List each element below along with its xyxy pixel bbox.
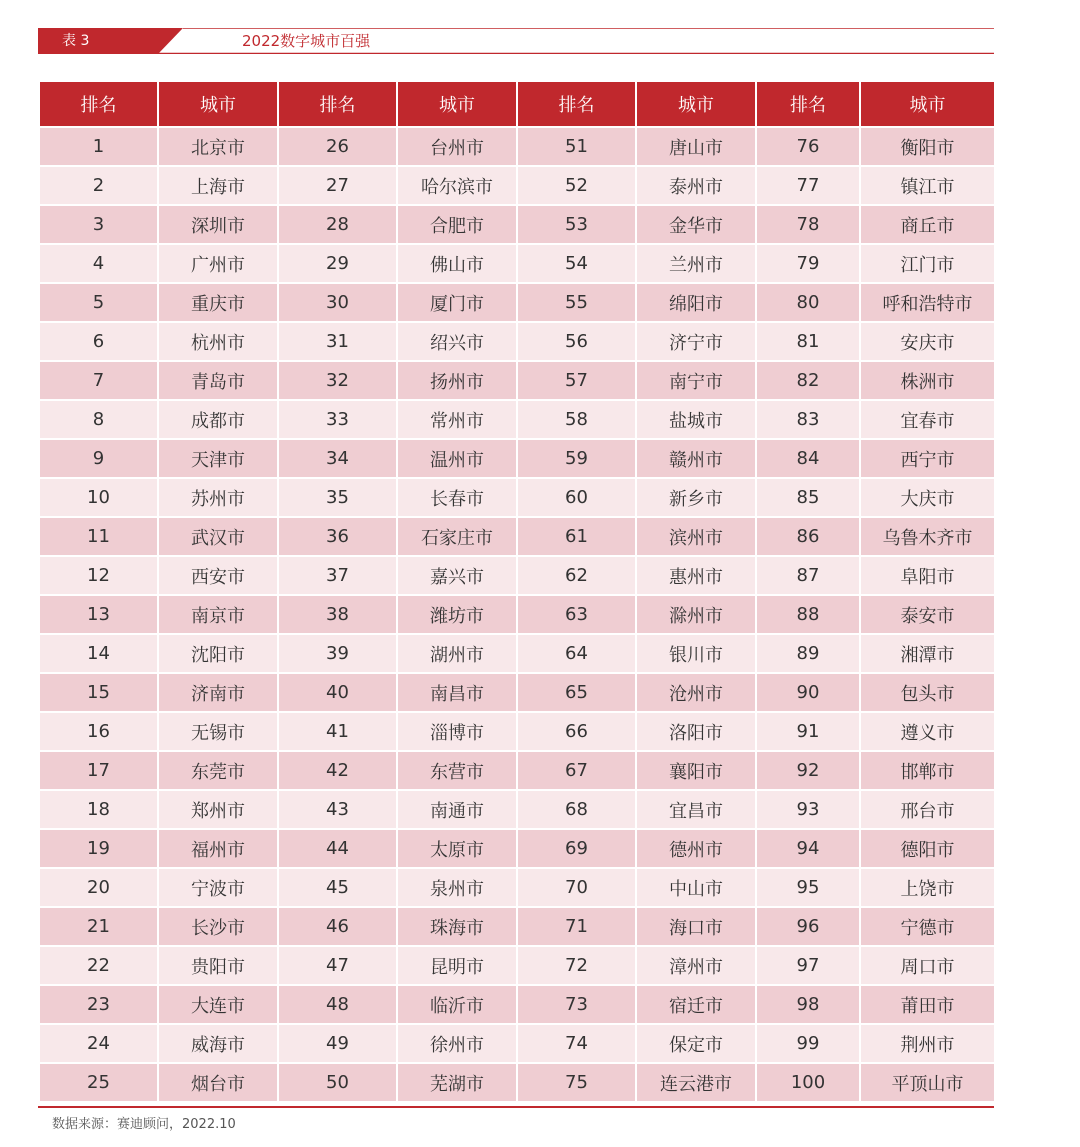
rank-cell: 49	[278, 1024, 397, 1063]
ranking-table-container	[38, 80, 994, 1103]
rank-cell: 5	[39, 283, 158, 322]
rank-cell: 8	[39, 400, 158, 439]
table-row	[39, 361, 995, 400]
city-cell: 平顶山市	[860, 1063, 995, 1102]
table-row	[39, 400, 995, 439]
table-body	[39, 127, 995, 1102]
rank-cell: 68	[517, 790, 636, 829]
city-cell: 长沙市	[158, 907, 278, 946]
rank-cell: 37	[278, 556, 397, 595]
rank-cell: 11	[39, 517, 158, 556]
city-cell: 阜阳市	[860, 556, 995, 595]
table-row	[39, 751, 995, 790]
rank-cell: 80	[756, 283, 860, 322]
rank-cell: 36	[278, 517, 397, 556]
rank-cell: 57	[517, 361, 636, 400]
city-cell: 宁波市	[158, 868, 278, 907]
rank-cell: 21	[39, 907, 158, 946]
city-cell: 江门市	[860, 244, 995, 283]
table-row	[39, 439, 995, 478]
rank-cell: 14	[39, 634, 158, 673]
rank-cell: 3	[39, 205, 158, 244]
rank-cell: 22	[39, 946, 158, 985]
city-cell: 武汉市	[158, 517, 278, 556]
rank-cell: 96	[756, 907, 860, 946]
city-cell: 绵阳市	[636, 283, 756, 322]
rank-cell: 84	[756, 439, 860, 478]
city-cell: 赣州市	[636, 439, 756, 478]
city-cell: 台州市	[397, 127, 517, 166]
city-cell: 长春市	[397, 478, 517, 517]
table-row	[39, 1063, 995, 1102]
city-cell: 西宁市	[860, 439, 995, 478]
rank-cell: 33	[278, 400, 397, 439]
rank-cell: 24	[39, 1024, 158, 1063]
city-cell: 潍坊市	[397, 595, 517, 634]
rank-cell: 29	[278, 244, 397, 283]
city-cell: 贵阳市	[158, 946, 278, 985]
city-cell: 佛山市	[397, 244, 517, 283]
data-source-note: 数据来源：赛迪顾问，2022.10	[52, 1117, 236, 1132]
city-cell: 大连市	[158, 985, 278, 1024]
rank-cell: 88	[756, 595, 860, 634]
city-cell: 株洲市	[860, 361, 995, 400]
rank-cell: 6	[39, 322, 158, 361]
rank-cell: 92	[756, 751, 860, 790]
rank-cell: 77	[756, 166, 860, 205]
rank-cell: 41	[278, 712, 397, 751]
table-row	[39, 790, 995, 829]
rank-cell: 2	[39, 166, 158, 205]
city-cell: 上海市	[158, 166, 278, 205]
city-cell: 临沂市	[397, 985, 517, 1024]
table-row	[39, 595, 995, 634]
city-cell: 呼和浩特市	[860, 283, 995, 322]
rank-cell: 9	[39, 439, 158, 478]
city-cell: 泉州市	[397, 868, 517, 907]
city-cell: 昆明市	[397, 946, 517, 985]
city-cell: 湖州市	[397, 634, 517, 673]
city-cell: 上饶市	[860, 868, 995, 907]
city-cell: 常州市	[397, 400, 517, 439]
city-cell: 东莞市	[158, 751, 278, 790]
rank-cell: 89	[756, 634, 860, 673]
rank-cell: 43	[278, 790, 397, 829]
rank-cell: 39	[278, 634, 397, 673]
rank-cell: 83	[756, 400, 860, 439]
rank-cell: 67	[517, 751, 636, 790]
table-row	[39, 166, 995, 205]
rank-cell: 34	[278, 439, 397, 478]
rank-cell: 82	[756, 361, 860, 400]
city-cell: 商丘市	[860, 205, 995, 244]
table-row	[39, 712, 995, 751]
rank-cell: 16	[39, 712, 158, 751]
rank-cell: 78	[756, 205, 860, 244]
city-cell: 德州市	[636, 829, 756, 868]
city-cell: 襄阳市	[636, 751, 756, 790]
city-cell: 成都市	[158, 400, 278, 439]
rank-cell: 7	[39, 361, 158, 400]
rank-cell: 69	[517, 829, 636, 868]
rank-cell: 27	[278, 166, 397, 205]
header-rank: 排名	[278, 81, 397, 127]
city-cell: 中山市	[636, 868, 756, 907]
rank-cell: 53	[517, 205, 636, 244]
table-row	[39, 985, 995, 1024]
city-cell: 扬州市	[397, 361, 517, 400]
city-cell: 绍兴市	[397, 322, 517, 361]
city-cell: 烟台市	[158, 1063, 278, 1102]
city-cell: 南昌市	[397, 673, 517, 712]
rank-cell: 25	[39, 1063, 158, 1102]
city-cell: 衡阳市	[860, 127, 995, 166]
table-row	[39, 868, 995, 907]
table-row	[39, 244, 995, 283]
header-rank: 排名	[756, 81, 860, 127]
city-cell: 宜昌市	[636, 790, 756, 829]
rank-cell: 42	[278, 751, 397, 790]
city-cell: 沧州市	[636, 673, 756, 712]
city-cell: 安庆市	[860, 322, 995, 361]
city-cell: 兰州市	[636, 244, 756, 283]
city-cell: 济南市	[158, 673, 278, 712]
city-cell: 哈尔滨市	[397, 166, 517, 205]
city-cell: 漳州市	[636, 946, 756, 985]
header-city: 城市	[860, 81, 995, 127]
city-cell: 保定市	[636, 1024, 756, 1063]
city-cell: 盐城市	[636, 400, 756, 439]
table-row	[39, 127, 995, 166]
rank-cell: 98	[756, 985, 860, 1024]
rank-cell: 51	[517, 127, 636, 166]
city-cell: 苏州市	[158, 478, 278, 517]
city-cell: 湘潭市	[860, 634, 995, 673]
table-row	[39, 283, 995, 322]
city-cell: 厦门市	[397, 283, 517, 322]
city-cell: 乌鲁木齐市	[860, 517, 995, 556]
city-cell: 新乡市	[636, 478, 756, 517]
rank-cell: 20	[39, 868, 158, 907]
city-cell: 无锡市	[158, 712, 278, 751]
city-cell: 遵义市	[860, 712, 995, 751]
table-row	[39, 1024, 995, 1063]
city-cell: 连云港市	[636, 1063, 756, 1102]
rank-cell: 71	[517, 907, 636, 946]
rank-cell: 32	[278, 361, 397, 400]
city-cell: 芜湖市	[397, 1063, 517, 1102]
rank-cell: 31	[278, 322, 397, 361]
rank-cell: 64	[517, 634, 636, 673]
city-cell: 温州市	[397, 439, 517, 478]
header-rank: 排名	[517, 81, 636, 127]
city-cell: 宁德市	[860, 907, 995, 946]
rank-cell: 28	[278, 205, 397, 244]
rank-cell: 62	[517, 556, 636, 595]
city-cell: 洛阳市	[636, 712, 756, 751]
rank-cell: 95	[756, 868, 860, 907]
rank-cell: 52	[517, 166, 636, 205]
rank-cell: 72	[517, 946, 636, 985]
city-cell: 西安市	[158, 556, 278, 595]
rank-cell: 100	[756, 1063, 860, 1102]
rank-cell: 30	[278, 283, 397, 322]
rank-cell: 10	[39, 478, 158, 517]
rank-cell: 55	[517, 283, 636, 322]
rank-cell: 65	[517, 673, 636, 712]
rank-cell: 48	[278, 985, 397, 1024]
city-cell: 淄博市	[397, 712, 517, 751]
title-bar-graphic	[38, 28, 994, 54]
city-cell: 海口市	[636, 907, 756, 946]
city-cell: 青岛市	[158, 361, 278, 400]
header-city: 城市	[158, 81, 278, 127]
city-cell: 泰州市	[636, 166, 756, 205]
rank-cell: 58	[517, 400, 636, 439]
table-row	[39, 673, 995, 712]
rank-cell: 13	[39, 595, 158, 634]
city-cell: 东营市	[397, 751, 517, 790]
rank-cell: 94	[756, 829, 860, 868]
city-cell: 威海市	[158, 1024, 278, 1063]
table-row	[39, 829, 995, 868]
table-header-row	[39, 81, 995, 127]
rank-cell: 97	[756, 946, 860, 985]
city-cell: 太原市	[397, 829, 517, 868]
city-cell: 唐山市	[636, 127, 756, 166]
rank-cell: 15	[39, 673, 158, 712]
table-row	[39, 634, 995, 673]
rank-cell: 18	[39, 790, 158, 829]
city-cell: 珠海市	[397, 907, 517, 946]
rank-cell: 19	[39, 829, 158, 868]
table-number-label: 表 3	[62, 33, 90, 49]
ranking-table	[38, 80, 996, 1103]
rank-cell: 79	[756, 244, 860, 283]
city-cell: 广州市	[158, 244, 278, 283]
city-cell: 滨州市	[636, 517, 756, 556]
rank-cell: 46	[278, 907, 397, 946]
city-cell: 南通市	[397, 790, 517, 829]
table-row	[39, 478, 995, 517]
city-cell: 滁州市	[636, 595, 756, 634]
city-cell: 莆田市	[860, 985, 995, 1024]
rank-cell: 70	[517, 868, 636, 907]
city-cell: 金华市	[636, 205, 756, 244]
rank-cell: 56	[517, 322, 636, 361]
table-row	[39, 907, 995, 946]
rank-cell: 76	[756, 127, 860, 166]
city-cell: 宜春市	[860, 400, 995, 439]
rank-cell: 74	[517, 1024, 636, 1063]
city-cell: 南京市	[158, 595, 278, 634]
city-cell: 郑州市	[158, 790, 278, 829]
rank-cell: 90	[756, 673, 860, 712]
city-cell: 深圳市	[158, 205, 278, 244]
rank-cell: 91	[756, 712, 860, 751]
city-cell: 重庆市	[158, 283, 278, 322]
table-title-bar	[38, 28, 994, 54]
rank-cell: 44	[278, 829, 397, 868]
rank-cell: 63	[517, 595, 636, 634]
rank-cell: 35	[278, 478, 397, 517]
header-city: 城市	[636, 81, 756, 127]
city-cell: 惠州市	[636, 556, 756, 595]
rank-cell: 45	[278, 868, 397, 907]
city-cell: 镇江市	[860, 166, 995, 205]
city-cell: 宿迁市	[636, 985, 756, 1024]
city-cell: 嘉兴市	[397, 556, 517, 595]
city-cell: 合肥市	[397, 205, 517, 244]
rank-cell: 47	[278, 946, 397, 985]
city-cell: 石家庄市	[397, 517, 517, 556]
table-row	[39, 205, 995, 244]
city-cell: 德阳市	[860, 829, 995, 868]
city-cell: 南宁市	[636, 361, 756, 400]
city-cell: 杭州市	[158, 322, 278, 361]
rank-cell: 54	[517, 244, 636, 283]
table-title: 2022数字城市百强	[242, 32, 371, 50]
rank-cell: 40	[278, 673, 397, 712]
rank-cell: 4	[39, 244, 158, 283]
footer-divider	[38, 1106, 994, 1108]
rank-cell: 17	[39, 751, 158, 790]
rank-cell: 59	[517, 439, 636, 478]
city-cell: 天津市	[158, 439, 278, 478]
rank-cell: 66	[517, 712, 636, 751]
rank-cell: 12	[39, 556, 158, 595]
rank-cell: 73	[517, 985, 636, 1024]
rank-cell: 85	[756, 478, 860, 517]
rank-cell: 93	[756, 790, 860, 829]
city-cell: 包头市	[860, 673, 995, 712]
city-cell: 徐州市	[397, 1024, 517, 1063]
rank-cell: 60	[517, 478, 636, 517]
header-rank: 排名	[39, 81, 158, 127]
city-cell: 荆州市	[860, 1024, 995, 1063]
rank-cell: 87	[756, 556, 860, 595]
rank-cell: 61	[517, 517, 636, 556]
table-row	[39, 322, 995, 361]
rank-cell: 50	[278, 1063, 397, 1102]
city-cell: 邯郸市	[860, 751, 995, 790]
city-cell: 大庆市	[860, 478, 995, 517]
rank-cell: 99	[756, 1024, 860, 1063]
city-cell: 周口市	[860, 946, 995, 985]
rank-cell: 26	[278, 127, 397, 166]
header-city: 城市	[397, 81, 517, 127]
city-cell: 邢台市	[860, 790, 995, 829]
rank-cell: 38	[278, 595, 397, 634]
city-cell: 福州市	[158, 829, 278, 868]
rank-cell: 75	[517, 1063, 636, 1102]
table-row	[39, 517, 995, 556]
rank-cell: 86	[756, 517, 860, 556]
city-cell: 北京市	[158, 127, 278, 166]
city-cell: 银川市	[636, 634, 756, 673]
rank-cell: 81	[756, 322, 860, 361]
city-cell: 济宁市	[636, 322, 756, 361]
rank-cell: 23	[39, 985, 158, 1024]
city-cell: 沈阳市	[158, 634, 278, 673]
table-row	[39, 946, 995, 985]
table-row	[39, 556, 995, 595]
city-cell: 泰安市	[860, 595, 995, 634]
rank-cell: 1	[39, 127, 158, 166]
